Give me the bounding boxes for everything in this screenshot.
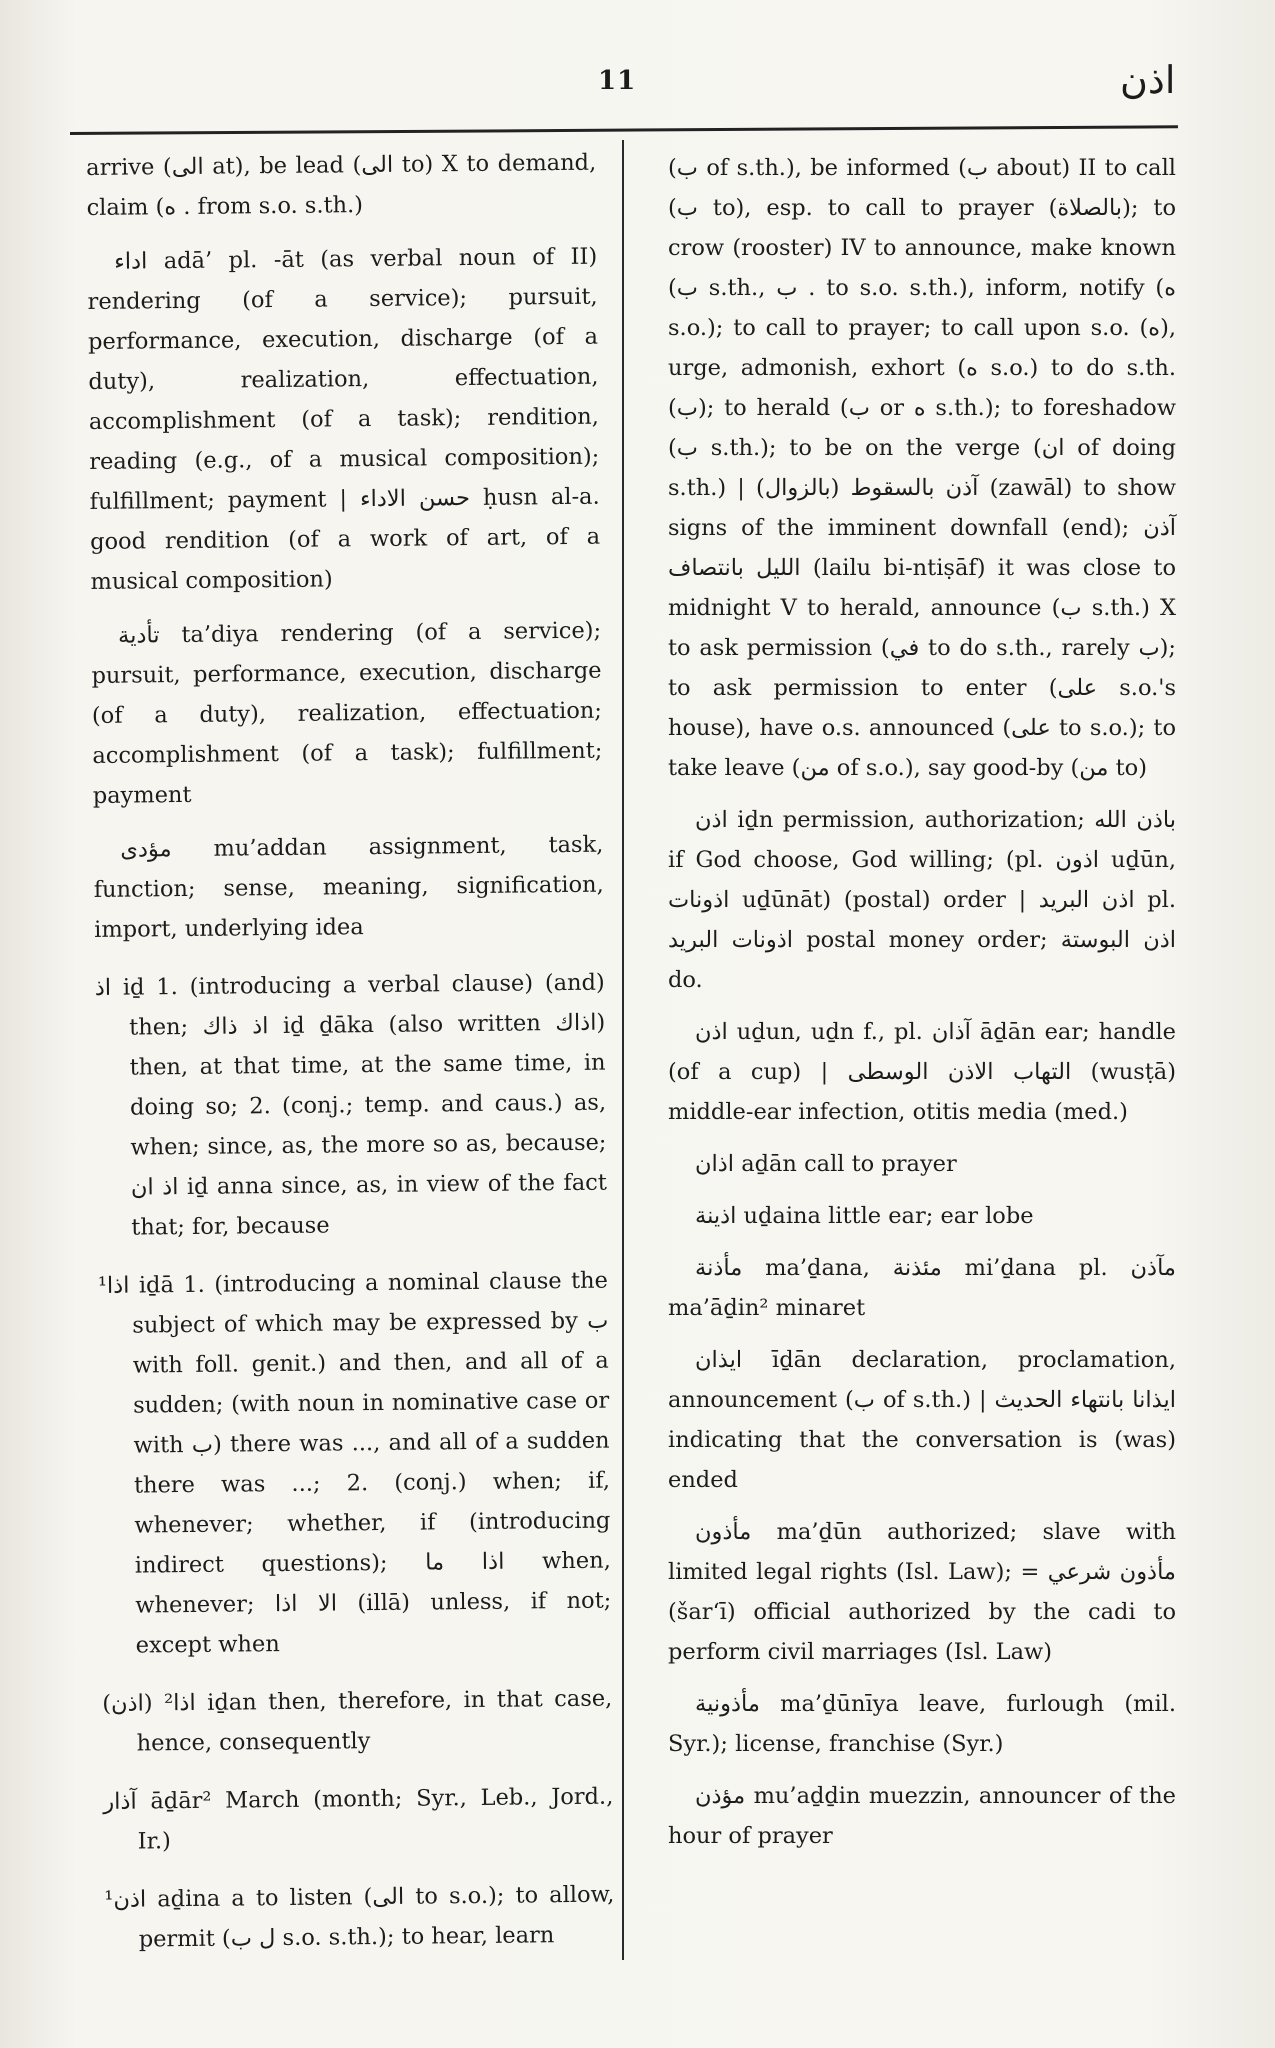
- entry-adar: آذار āḏār² March (month; Syr., Leb., Jord., Ir.): [103, 1783, 614, 1855]
- entry-continuation: arrive (الى at), be lead (الى to) X to demand, claim (ه . from s.o. s.th.): [86, 149, 597, 221]
- header-rule: [70, 125, 1178, 135]
- entry-adina: اذن¹ aḏina a to listen (الى to s.o.); to allow, permit (ل ب s.o. s.th.); to hear, learn: [104, 1881, 615, 1953]
- entry-idan: اذا² (اذن) iḏan then, therefore, in that case, hence, consequently: [102, 1685, 613, 1757]
- entry-adan: اذان aḏān call to prayer: [695, 1151, 957, 1177]
- entry-udaina: اذينة uḏaina little ear; ear lobe: [695, 1203, 1034, 1229]
- entry-tadiya: تأدية ta’diya rendering (of a service); pursuit, performance, execution, discharge (of a duty), realization, effectuation; accomplishment (of a task); fulfillment; payment: [91, 617, 603, 809]
- entry-idan-declaration: ايذان īḏān declaration, proclamation, announcement (ب of s.th.) | ايذانا بانتهاء الحديث indicating that the conversation is (was) ended: [668, 1347, 1176, 1493]
- page-number: 11: [598, 66, 637, 96]
- entry-madana: مأذنة ma’ḏana, مئذنة mi’ḏana pl. مآذن ma’āḏin² minaret: [668, 1255, 1176, 1321]
- left-column: [86, 143, 615, 1974]
- entry-adina-continuation: (ب of s.th.), be informed (ب about) II to call (ب to), esp. to call to prayer (بالصلاة); to crow (rooster) IV to announce, make known (ب s.th., ب . to s.o. s.th.), inform, notify (ه s.o.); to call to prayer; to call upon s.o. (ه), urge, admonish, exhort (ه s.o.) to do s.th. (ب); to herald (ب or ه s.th.); to foreshadow (ب s.th.); to be on the verge (ان of doing s.th.) | آذن بالسقوط (بالزوال) (zawāl) to show signs of the imminent downfall (end); آذن الليل بانتصاف (lailu bi-ntiṣāf) it was close to midnight V to herald, announce (ب s.th.) X to ask permission (في to do s.th., rarely ب); to ask permission to enter (على s.o.'s house), have o.s. announced (على to s.o.); to take leave (من of s.o.), say good-by (من to): [668, 155, 1177, 781]
- entry-id: اذ iḏ 1. (introducing a verbal clause) (and) then; اذ ذاك iḏ ḏāka (also written اذاك) then, at that time, at the same time, in doing so; 2. (conj.; temp. and caus.) as, when; since, as, the more so as, because; اذ ان iḏ anna since, as, in view of the fact that; for, because: [94, 969, 607, 1241]
- running-headword: اذن: [1120, 58, 1176, 102]
- right-column: [668, 148, 1176, 1868]
- entry-ada: اداء adā’ pl. -āt (as verbal noun of II) rendering (of a service); pursuit, performance, execution, discharge (of a duty), realization, effectuation, accomplishment (of a task); rendition, reading (e.g., of a musical composition); fulfillment; payment | حسن الاداء ḥusn al-a. good rendition (of a work of art, of a musical composition): [87, 243, 601, 595]
- column-divider: [622, 140, 624, 1960]
- entry-maduniya: مأذونية ma’ḏūnīya leave, furlough (mil. Syr.); license, franchise (Syr.): [668, 1691, 1176, 1757]
- entry-idn: اذن iḏn permission, authorization; باذن الله if God choose, God willing; (pl. اذون uḏūn, اذونات uḏūnāt) (postal) order | اذن البريد pl. اذونات البريد postal money order; اذن البوستة do.: [668, 807, 1176, 993]
- entry-madun: مأذون ma’ḏūn authorized; slave with limited legal rights (Isl. Law); = مأذون شرعي (šar‘ī) official authorized by the cadi to perform civil marriages (Isl. Law): [668, 1519, 1176, 1665]
- entry-muaddin: مؤذن mu’aḏḏin muezzin, announcer of the hour of prayer: [668, 1783, 1176, 1849]
- entry-udun: اذن uḏun, uḏn f., pl. آذان āḏān ear; handle (of a cup) | التهاب الاذن الوسطى (wusṭā) middle-ear infection, otitis media (med.): [668, 1019, 1176, 1125]
- entry-ida: اذا¹ iḏā 1. (introducing a nominal clause the subject of which may be expressed by ب with foll. genit.) and then, and all of a sudden; (with noun in nominative case or with ب) there was ..., and all of a sudden there was ...; 2. (conj.) when; if, whenever; whether, if (introducing indirect questions); اذا ما when, whenever; الا اذا (illā) unless, if not; except when: [97, 1267, 612, 1659]
- entry-muaddan: مؤدى mu’addan assignment, task, function; sense, meaning, signification, import, underlying idea: [93, 831, 604, 943]
